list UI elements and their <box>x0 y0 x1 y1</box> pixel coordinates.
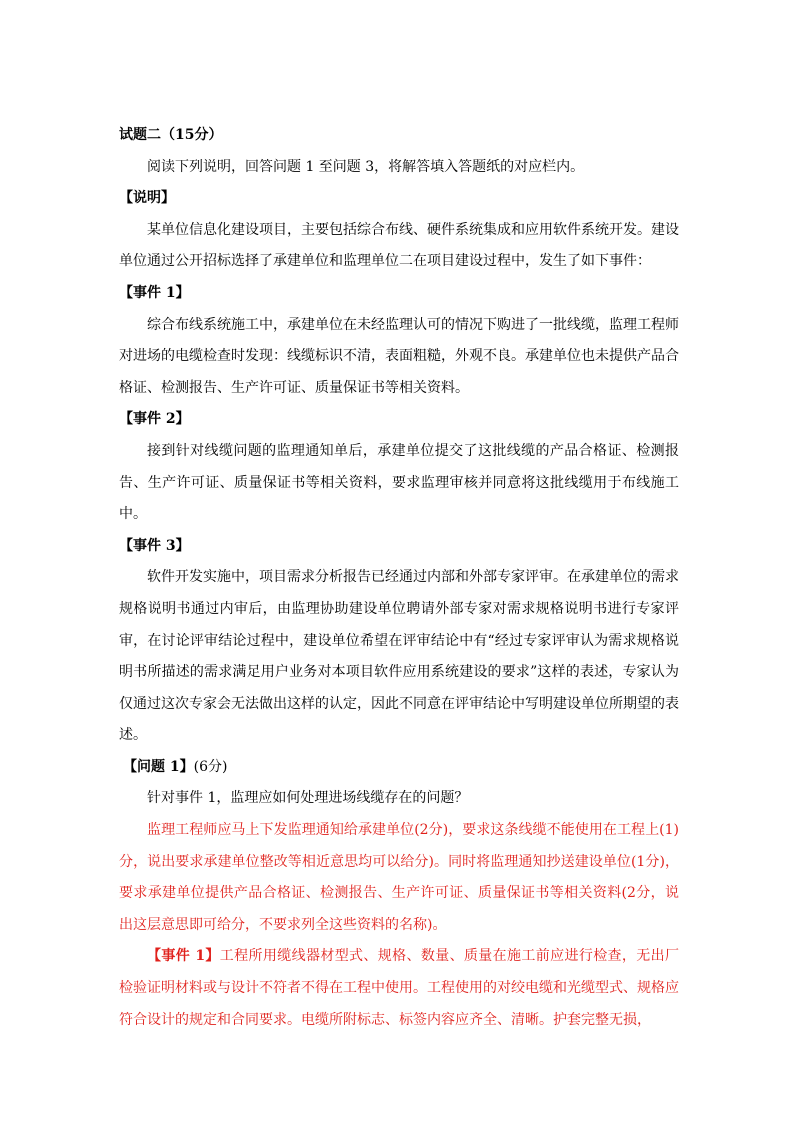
event-3-text: 软件开发实施中，项目需求分析报告已经通过内部和外部专家评审。在承建单位的需求规格说明书通过内审后，由监理协助建设单位聘请外部专家对需求规格说明书进行专家评审，在讨论评审结论过程中，建设单位希望在评审结论中有“经过专家评审认为需求规格说明书所描述的需求满足用户业务对本项目软件应用系统建设的要求”这样的表述，专家认为仅通过这次专家会无法做出这样的认定，因此不同意在评审结论中写明建设单位所期望的表述。 <box>119 569 679 744</box>
event-1-heading: 【事件 1】 <box>119 284 190 301</box>
question-1-heading: 【问题 1】 <box>123 758 194 775</box>
event-3-heading: 【事件 3】 <box>119 537 190 554</box>
question-1-answer: 监理工程师应马上下发监理通知给承建单位(2分)，要求这条线缆不能使用在工程上(1)分，说出要求承建单位整改等相近意思均可以给分)。同时将监理通知抄送建设单位(1分)，要求承建单位提供产品合格证、检测报告、生产许可证、质量保证书等相关资料(2分，说出这层意思即可给分，不要求列全这些资料的名称)。 <box>119 822 679 933</box>
document-content <box>119 120 679 1036</box>
question-1-note-heading: 【事件 1】 <box>147 948 220 965</box>
event-1-text: 综合布线系统施工中，承建单位在未经监理认可的情况下购进了一批线缆，监理工程师对进场的电缆检查时发现：线缆标识不清，表面粗糙，外观不良。承建单位也未提供产品合格证、检测报告、生产许可证、质量保证书等相关资料。 <box>119 316 679 396</box>
question-1-prompt: 针对事件 1，监理应如何处理进场线缆存在的问题？ <box>147 790 469 807</box>
exam-title: 试题二（15分） <box>119 127 223 143</box>
event-2-text: 接到针对线缆问题的监理通知单后，承建单位提交了这批线缆的产品合格证、检测报告、生产许可证、质量保证书等相关资料，要求监理审核并同意将这批线缆用于布线施工中。 <box>119 442 679 523</box>
event-2-heading: 【事件 2】 <box>119 411 190 428</box>
description-text: 某单位信息化建设项目，主要包括综合布线、硬件系统集成和应用软件系统开发。建设单位通过公开招标选择了承建单位和监理单位二在项目建设过程中，发生了如下事件： <box>119 221 679 270</box>
question-1-note <box>119 941 679 1036</box>
description-heading: 【说明】 <box>119 190 175 207</box>
question-1-heading-line <box>119 752 679 784</box>
question-1-note-text: 工程所用缆线器材型式、规格、数量、质量在施工前应进行检查，无出厂检验证明材料或与设计不符者不得在工程中使用。工程使用的对绞电缆和光缆型式、规格应符合设计的规定和合同要求。电缆所附标志、标签内容应齐全、清晰。护套完整无损， <box>119 948 680 1028</box>
exam-instruction: 阅读下列说明，回答问题 1 至问题 3，将解答填入答题纸的对应栏内。 <box>147 158 585 175</box>
question-1-points: (6分) <box>193 758 228 775</box>
